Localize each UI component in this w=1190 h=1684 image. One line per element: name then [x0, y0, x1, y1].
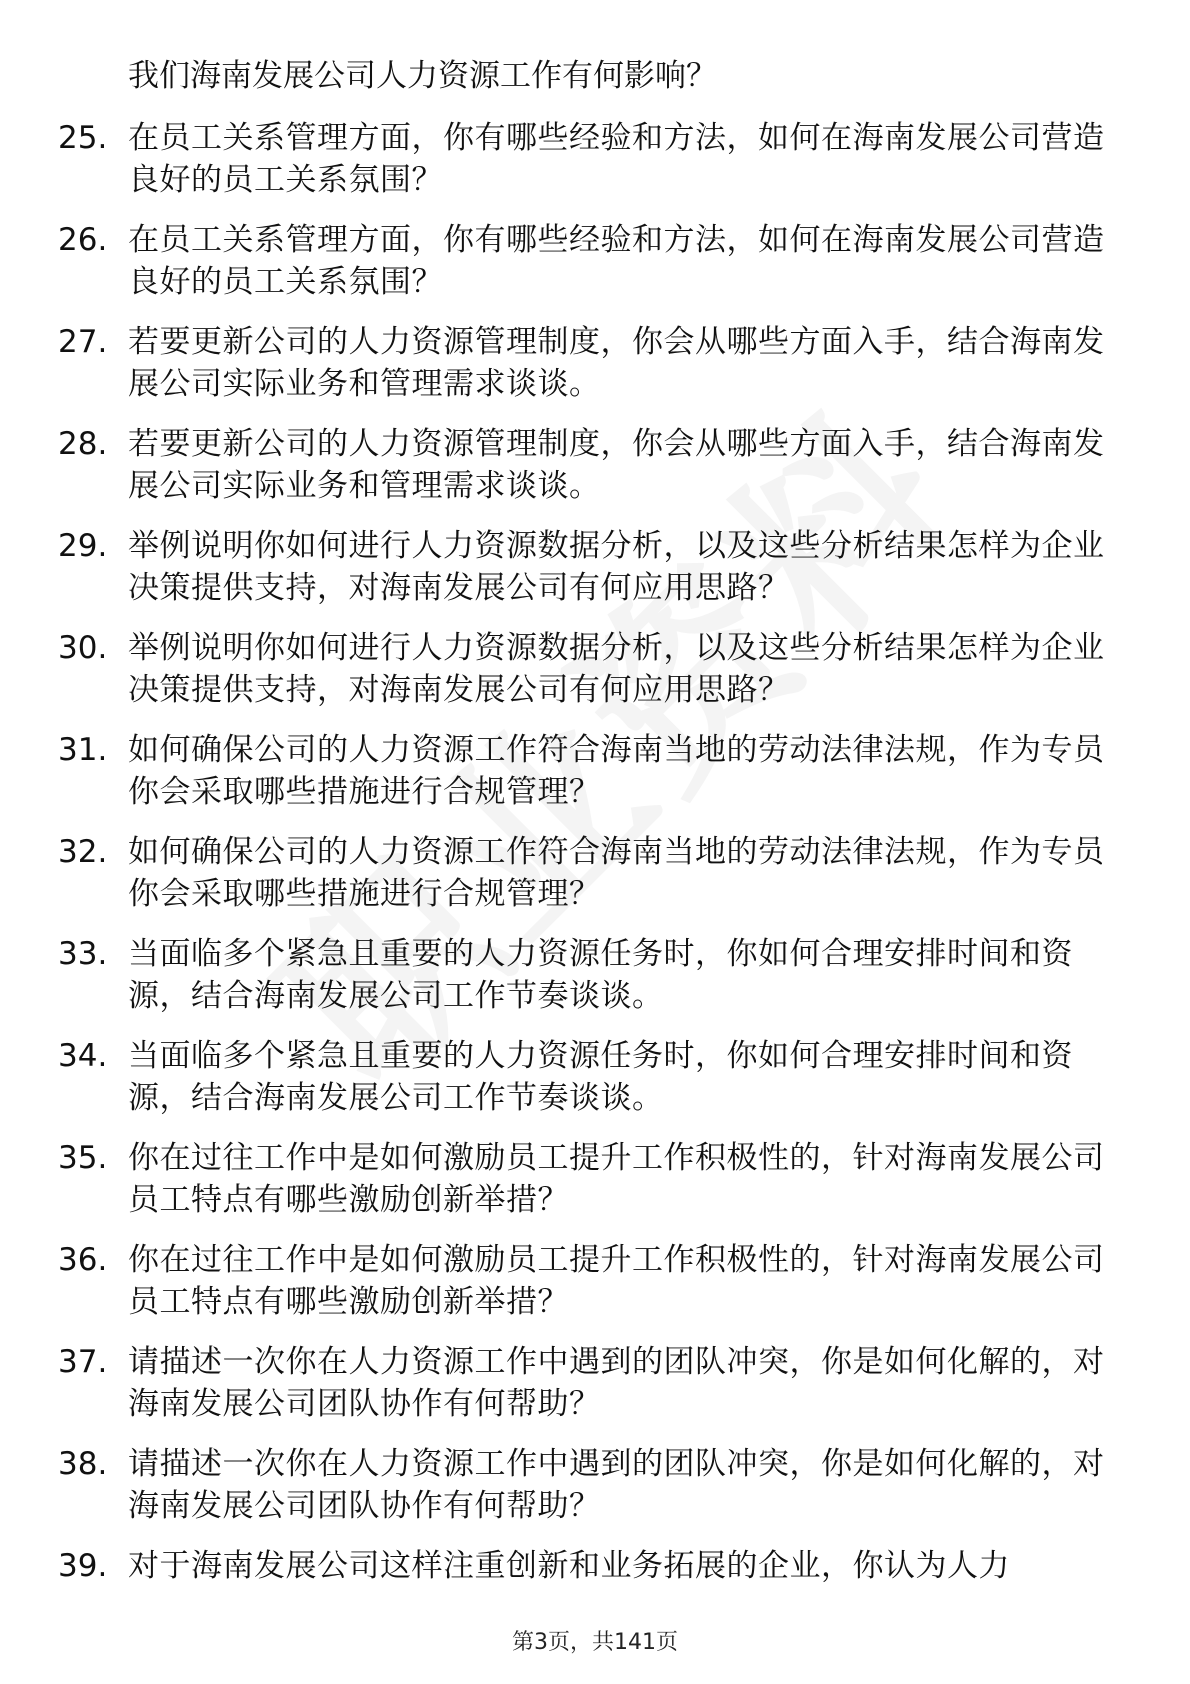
- question-number: 29.: [58, 528, 108, 564]
- question-text: 举例说明你如何进行人力资源数据分析，以及这些分析结果怎样为企业决策提供支持，对海南发展公司有何应用思路？: [128, 630, 1105, 708]
- list-item: [0, 729, 1190, 831]
- question-number: 36.: [58, 1242, 108, 1278]
- list-item: [0, 117, 1190, 219]
- question-number: 26.: [58, 222, 108, 258]
- question-text: 对于海南发展公司这样注重创新和业务拓展的企业，你认为人力: [128, 1548, 1010, 1584]
- question-text: 请描述一次你在人力资源工作中遇到的团队冲突，你是如何化解的，对海南发展公司团队协作有何帮助？: [128, 1446, 1105, 1524]
- question-number: 25.: [58, 120, 108, 156]
- question-text: 若要更新公司的人力资源管理制度，你会从哪些方面入手，结合海南发展公司实际业务和管理需求谈谈。: [128, 426, 1105, 504]
- question-text: 举例说明你如何进行人力资源数据分析，以及这些分析结果怎样为企业决策提供支持，对海南发展公司有何应用思路？: [128, 528, 1105, 606]
- question-number: 28.: [58, 426, 108, 462]
- list-item: [0, 1035, 1190, 1137]
- question-text: 当面临多个紧急且重要的人力资源任务时，你如何合理安排时间和资源，结合海南发展公司工作节奏谈谈。: [128, 1038, 1073, 1116]
- list-item: [0, 219, 1190, 321]
- question-text: 你在过往工作中是如何激励员工提升工作积极性的，针对海南发展公司员工特点有哪些激励创新举措？: [128, 1242, 1105, 1320]
- continued-question-text: 我们海南发展公司人力资源工作有何影响？: [128, 58, 717, 94]
- list-item: [0, 423, 1190, 525]
- list-item: [0, 525, 1190, 627]
- question-number: 34.: [58, 1038, 108, 1074]
- question-text: 如何确保公司的人力资源工作符合海南当地的劳动法律法规，作为专员你会采取哪些措施进行合规管理？: [128, 834, 1105, 912]
- question-number: 27.: [58, 324, 108, 360]
- question-text: 若要更新公司的人力资源管理制度，你会从哪些方面入手，结合海南发展公司实际业务和管理需求谈谈。: [128, 324, 1105, 402]
- question-text: 你在过往工作中是如何激励员工提升工作积极性的，针对海南发展公司员工特点有哪些激励创新举措？: [128, 1140, 1105, 1218]
- question-number: 33.: [58, 936, 108, 972]
- question-text: 在员工关系管理方面，你有哪些经验和方法，如何在海南发展公司营造良好的员工关系氛围？: [128, 120, 1105, 198]
- list-item: [0, 1443, 1190, 1545]
- question-text: 当面临多个紧急且重要的人力资源任务时，你如何合理安排时间和资源，结合海南发展公司工作节奏谈谈。: [128, 936, 1073, 1014]
- question-number: 35.: [58, 1140, 108, 1176]
- list-item: [0, 1137, 1190, 1239]
- list-item: [0, 321, 1190, 423]
- question-number: 30.: [58, 630, 108, 666]
- question-number: 31.: [58, 732, 108, 768]
- question-number: 32.: [58, 834, 108, 870]
- list-item: [0, 933, 1190, 1035]
- question-list: [0, 117, 1190, 1647]
- list-item: [0, 1341, 1190, 1443]
- list-item: [0, 627, 1190, 729]
- list-item: [0, 831, 1190, 933]
- question-text: 在员工关系管理方面，你有哪些经验和方法，如何在海南发展公司营造良好的员工关系氛围？: [128, 222, 1105, 300]
- question-text: 如何确保公司的人力资源工作符合海南当地的劳动法律法规，作为专员你会采取哪些措施进行合规管理？: [128, 732, 1105, 810]
- question-number: 38.: [58, 1446, 108, 1482]
- page-number-footer: 第3页，共141页: [512, 1630, 678, 1655]
- question-number: 37.: [58, 1344, 108, 1380]
- question-text: 请描述一次你在人力资源工作中遇到的团队冲突，你是如何化解的，对海南发展公司团队协作有何帮助？: [128, 1344, 1105, 1422]
- question-number: 39.: [58, 1548, 108, 1584]
- list-item: [0, 1239, 1190, 1341]
